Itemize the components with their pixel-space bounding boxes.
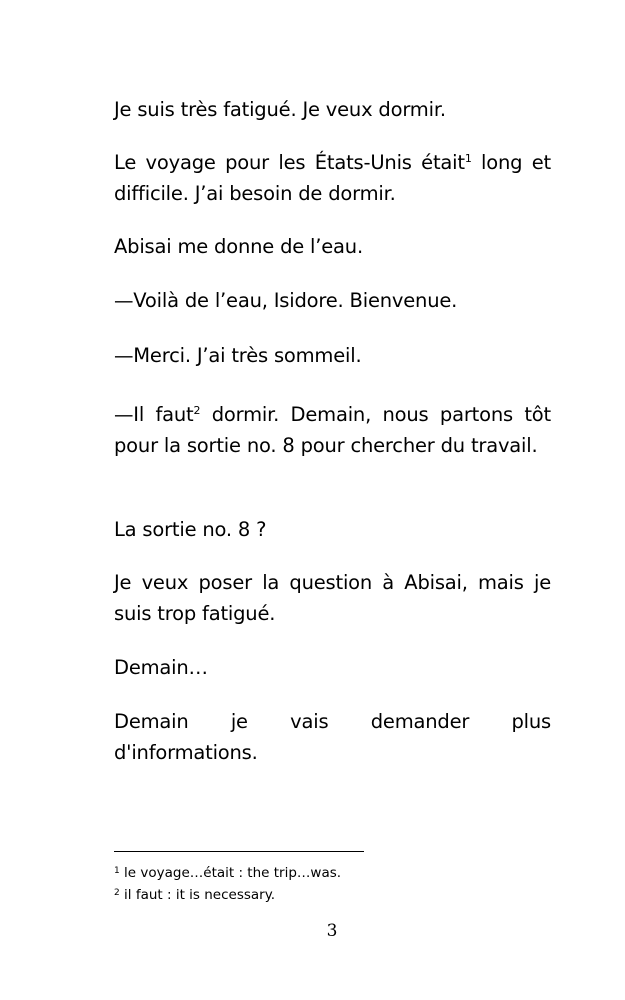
paragraph-6-text-cont: dormir. Demain, nous partons tôt pour la sortie no. 8 pour chercher du travail. — [114, 403, 551, 457]
paragraph-3: Abisai me donne de l’eau. — [114, 235, 363, 258]
paragraph-2-text-cont: long et — [471, 151, 552, 174]
paragraph-7: La sortie no. 8 ? — [114, 518, 267, 541]
paragraph-8: Je veux poser la question à Abisai, mais je suis trop fatigué. — [114, 571, 551, 625]
page-number: 3 — [326, 921, 338, 941]
paragraph-10-line-2: d'informations. — [114, 741, 258, 764]
paragraph-1: Je suis très fatigué. Je veux dormir. — [114, 98, 446, 121]
paragraph-2 — [114, 147, 551, 178]
footnote-ref-2[interactable]: 2 — [193, 404, 201, 417]
paragraph-6 — [114, 399, 551, 461]
paragraph-10: Demain je vais demander plus — [114, 710, 551, 733]
paragraph-2-text: Le voyage pour les États-Unis était — [114, 151, 465, 174]
footnote-separator — [114, 851, 364, 852]
footnote-number-1: 1 — [114, 866, 120, 876]
footnote-2-text: il faut : it is necessary. — [119, 887, 276, 903]
footnote-1 — [114, 864, 341, 883]
footnote-ref-1[interactable]: 1 — [464, 152, 472, 165]
paragraph-4: —Voilà de l’eau, Isidore. Bienvenue. — [114, 289, 458, 312]
footnote-1-text: le voyage…était : the trip…was. — [119, 865, 342, 881]
footnote-number-2: 2 — [114, 888, 120, 898]
paragraph-9: Demain… — [114, 656, 208, 679]
footnote-2 — [114, 886, 275, 905]
paragraph-2-line-2: difficile. J’ai besoin de dormir. — [114, 182, 396, 205]
paragraph-5: —Merci. J’ai très sommeil. — [114, 344, 362, 367]
paragraph-6-text: —Il faut — [114, 403, 194, 426]
